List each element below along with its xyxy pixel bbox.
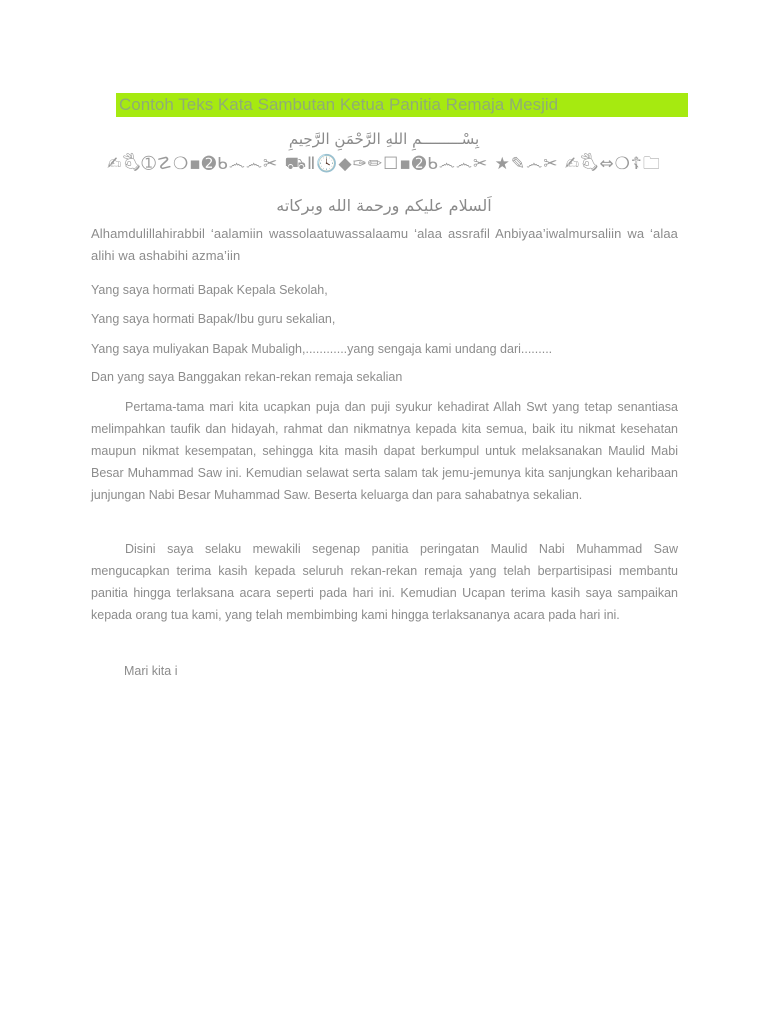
greeting-line-youth: Dan yang saya Banggakan rekan-rekan remaja sekalian — [91, 370, 403, 384]
document-title: Contoh Teks Kata Sambutan Ketua Panitia Remaja Mesjid — [116, 93, 688, 117]
greeting-line-principal: Yang saya hormati Bapak Kepala Sekolah, — [91, 283, 328, 297]
basmala-arabic: بِسْـــــــــمِ اللهِ الرَّحْمَنِ الرَّحِيمِ — [288, 130, 480, 148]
paragraph-thanks: Disini saya selaku mewakili segenap panitia peringatan Maulid Nabi Muhammad Saw mengucapkan terima kasih kepada seluruh rekan-rekan remaja yang telah berpartisipasi membantu panitia hingga terlaksana acara seperti pada hari ini. Kemudian Ucapan terima kasih saya sampaikan kepada orang tua kami, yang telah membimbing kami hingga terlaksananya acara pada hari ini. — [91, 542, 678, 622]
salam-arabic: اَلسلام عليكم ورحمة الله وبركاته — [276, 196, 492, 215]
paragraph-gratitude: Pertama-tama mari kita ucapkan puja dan puji syukur kehadirat Allah Swt yang tetap senantiasa melimpahkan taufik dan hidayah, rahmat dan nikmatnya kepada kita semua, baik itu nikmat kesehatan maupun nikmat kesempatan, sehingga kita masih dapat berkumpul untuk melaksanakan Maulid Mabi Besar Muhammad Saw ini. Kemudian selawat serta salam tak jemu-jemunya kita sanjungkan keharibaan junjungan Nabi Besar Muhammad Saw. Beserta keluarga dan para sahabatnya sekalian. — [91, 400, 678, 502]
opening-praise-paragraph: Alhamdulillahirabbil ‘aalamiin wassolaatuwassalaamu ‘alaa assrafil Anbiyaa’iwalmursaliin wa ‘alaa alihi wa ashabihi azma’iin — [91, 226, 678, 263]
wingdings-symbol-line: ✍🖏➀☡❍▪➋ᑲ෴෴✂ ⛟Ⅱ🕓◆✑✏☐▪➋ᑲ෴෴✂ ★✎෴✂ ✍🖏⇔❍☦🗀 — [107, 154, 661, 174]
greeting-line-teachers: Yang saya hormati Bapak/Ibu guru sekalian, — [91, 312, 336, 326]
greeting-line-mubaligh: Yang saya muliyakan Bapak Mubaligh,............yang sengaja kami undang dari......... — [91, 342, 553, 356]
truncated-line: Mari kita i — [124, 664, 178, 678]
